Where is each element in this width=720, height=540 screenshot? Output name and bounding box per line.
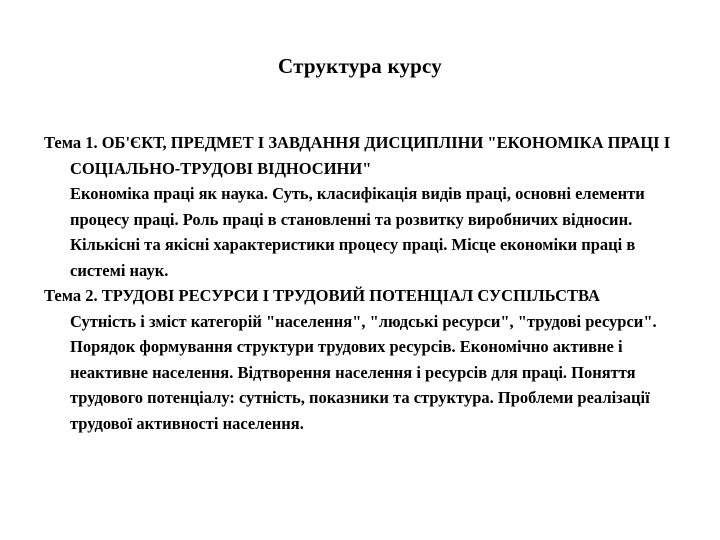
topic-1-heading: Тема 1. ОБ'ЄКТ, ПРЕДМЕТ І ЗАВДАННЯ ДИСЦИПЛІНИ "ЕКОНОМІКА ПРАЦІ І СОЦІАЛЬНО-ТРУДОВІ ВІДНОСИНИ" <box>44 133 671 178</box>
topic-2-description-text: Сутність і зміст категорій "населення", "людські ресурси", "трудові ресурси". Порядок формування структури трудових ресурсів. Економічно активне і неактивне населення. Відтворення населення і ресурсів для праці. Поняття трудового потенціалу: сутність, показники та структура. Проблеми реалізації трудової активності населення. <box>70 311 657 433</box>
topic-1-description-text: Економіка праці як наука. Суть, класифікація видів праці, основні елементи процесу праці. Роль праці в становленні та розвитку виробничих відносин. Кількісні та якісні характеристики процесу праці. Місце економіки праці в системі наук. <box>70 184 645 280</box>
topic-2-heading: Тема 2. ТРУДОВІ РЕСУРСИ І ТРУДОВИЙ ПОТЕНЦІАЛ СУСПІЛЬСТВА <box>44 286 600 305</box>
topic-1-description <box>44 181 684 283</box>
slide-body <box>44 130 684 436</box>
slide-title: Структура курсу <box>278 54 442 78</box>
topic-2-description <box>44 309 684 437</box>
